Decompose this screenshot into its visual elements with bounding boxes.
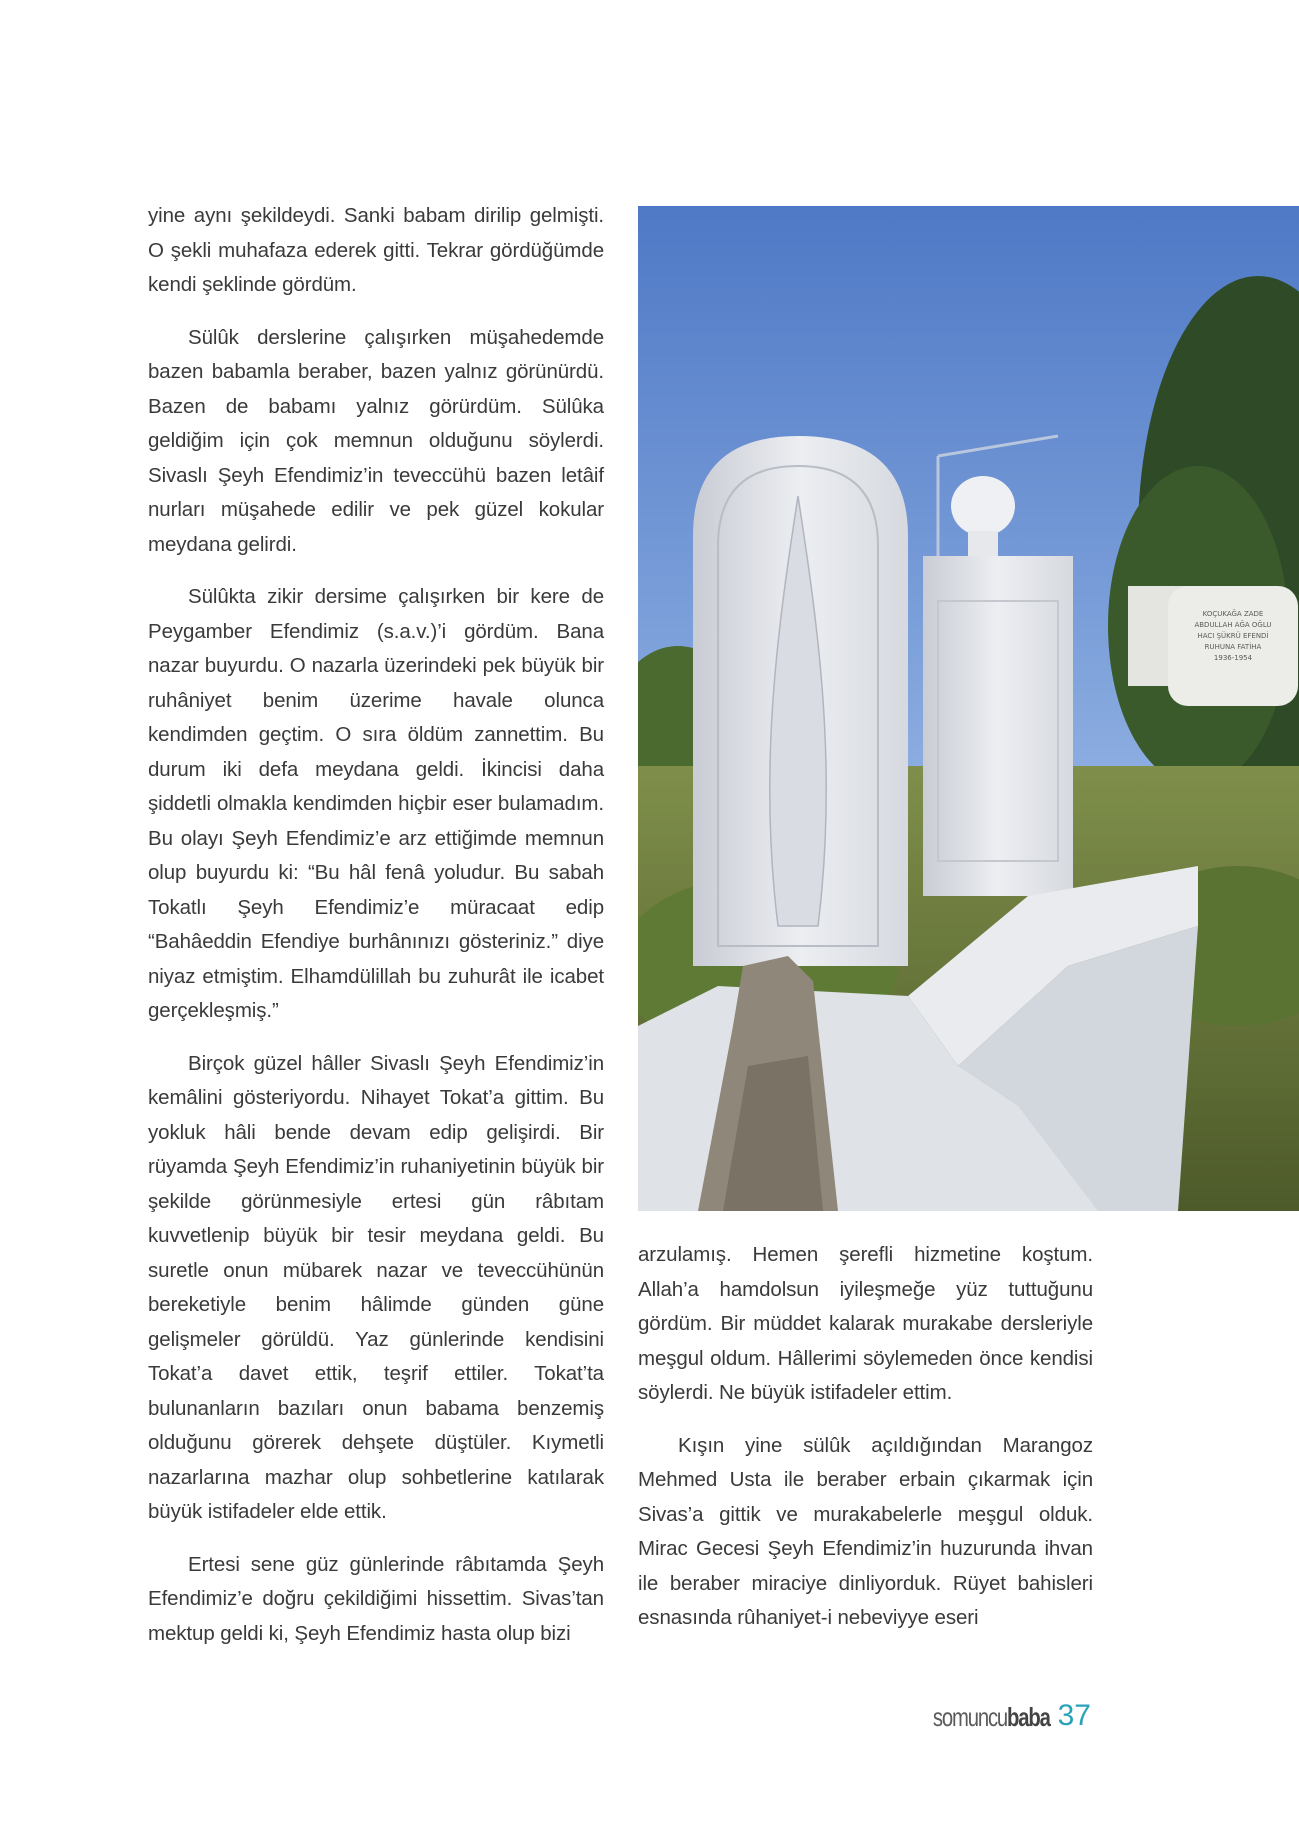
paragraph: yine aynı şekildeydi. Sanki babam dirilip gelmişti. O şekli muhafaza ederek gitti. Tekrar gördüğümde kendi şeklinde gördüm. [148, 204, 604, 296]
paragraph: Birçok güzel hâller Sivaslı Şeyh Efendimiz’in kemâlini gösteriyordu. Nihayet Tokat’a gittim. Bu yokluk hâli bende devam edip gelişirdi. Bir rüyamda Şeyh Efendimiz’in ruhaniyetinin büyük bir şekilde görünmesiyle ertesi gün râbıtam kuvvetlenip büyük bir tesir meydana geldi. Bu suretle onun mübarek nazar ve teveccühünün bereketiyle benim hâlimde günden güne gelişmeler görüldü. Yaz günlerinde kendisini Tokat’a davet ettik, teşrif ettiler. Tokat’ta bulunanların bazıları onun babama benzemiş olduğunu görerek dehşete düştüler. Kıymetli nazarlarına mazhar olup sohbetlerine katılarak büyük istifadeler elde ettik. [148, 1051, 604, 1523]
left-text-column [148, 199, 604, 1669]
inscription-line: ABDULLAH AĞA OĞLU [1194, 621, 1272, 629]
inscription-line: RUHUNA FATİHA [1204, 643, 1262, 651]
page-number: 37 [1057, 1699, 1091, 1732]
paragraph: arzulamış. Hemen şerefli hizmetine koştum. Allah’a hamdolsun iyileşmeğe yüz tuttuğunu gördüm. Bir müddet kalarak murakabe dersleriyle meşgul oldum. Hâllerimi söylemeden önce kendisi söylerdi. Ne büyük istifadeler ettim. [638, 1243, 1093, 1404]
paragraph: Sülûkta zikir dersime çalışırken bir kere de Peygamber Efendimiz (s.a.v.)’i gördüm. Bana nazar buyurdu. O nazarla üzerindeki pek büyük bir ruhâniyet benim üzerime havale olunca kendimden geçtim. O sıra öldüm zannettim. Bu durum iki defa meydana geldi. İkincisi daha şiddetli olmakla kendimden hiçbir eser bulamadım. Bu olayı Şeyh Efendimiz’e arz ettiğimde memnun olup buyurdu ki: “Bu hâl fenâ yoludur. Bu sabah Tokatlı Şeyh Efendimiz’e müracaat edip “Bahâeddin Efendiye burhânınızı gösteriniz.” diye niyaz etmiştim. Elhamdülillah bu zuhurât ile icabet gerçekleşmiş.” [148, 585, 604, 1022]
gravestone-illustration [638, 206, 1299, 1211]
paragraph: Sülûk derslerine çalışırken müşahedemde bazen babamla beraber, bazen yalnız görünürdü. Bazen de babamı yalnız görürdüm. Sülûka geldiğim için çok memnun olduğunu söylerdi. Sivaslı Şeyh Efendimiz’in teveccühü bazen letâif nurları müşahede edilir ve pek güzel kokular meydana gelirdi. [148, 325, 604, 556]
cemetery-photo [638, 206, 1299, 1211]
paragraph: Kışın yine sülûk açıldığından Marangoz Mehmed Usta ile beraber erbain çıkarmak için Sivas’a gittik ve murakabelerle meşgul olduk. Mirac Gecesi Şeyh Efendimiz’in huzurunda ihvan ile beraber miraciye dinliyorduk. Rüyet bahisleri esnasında rûhaniyet-i nebeviyye eseri [638, 1433, 1093, 1629]
paragraph: Ertesi sene güz günlerinde râbıtamda Şeyh Efendimiz’e doğru çekildiğimi hissettim. Sivas’tan mektup geldi ki, Şeyh Efendimiz hasta olup bizi [148, 1552, 604, 1645]
page-footer [900, 1693, 1091, 1733]
inscription-line: HACI ŞÜKRÜ EFENDİ [1197, 632, 1269, 640]
inscription-line: 1936-1954 [1213, 654, 1253, 662]
inscription-line: KOÇUKAĞA ZADE [1202, 610, 1264, 618]
magazine-logo [933, 1702, 1050, 1733]
right-text-column [638, 1238, 1093, 1654]
brand-part-2: baba [1006, 1702, 1050, 1732]
brand-part-1: somuncu [932, 1702, 1007, 1732]
